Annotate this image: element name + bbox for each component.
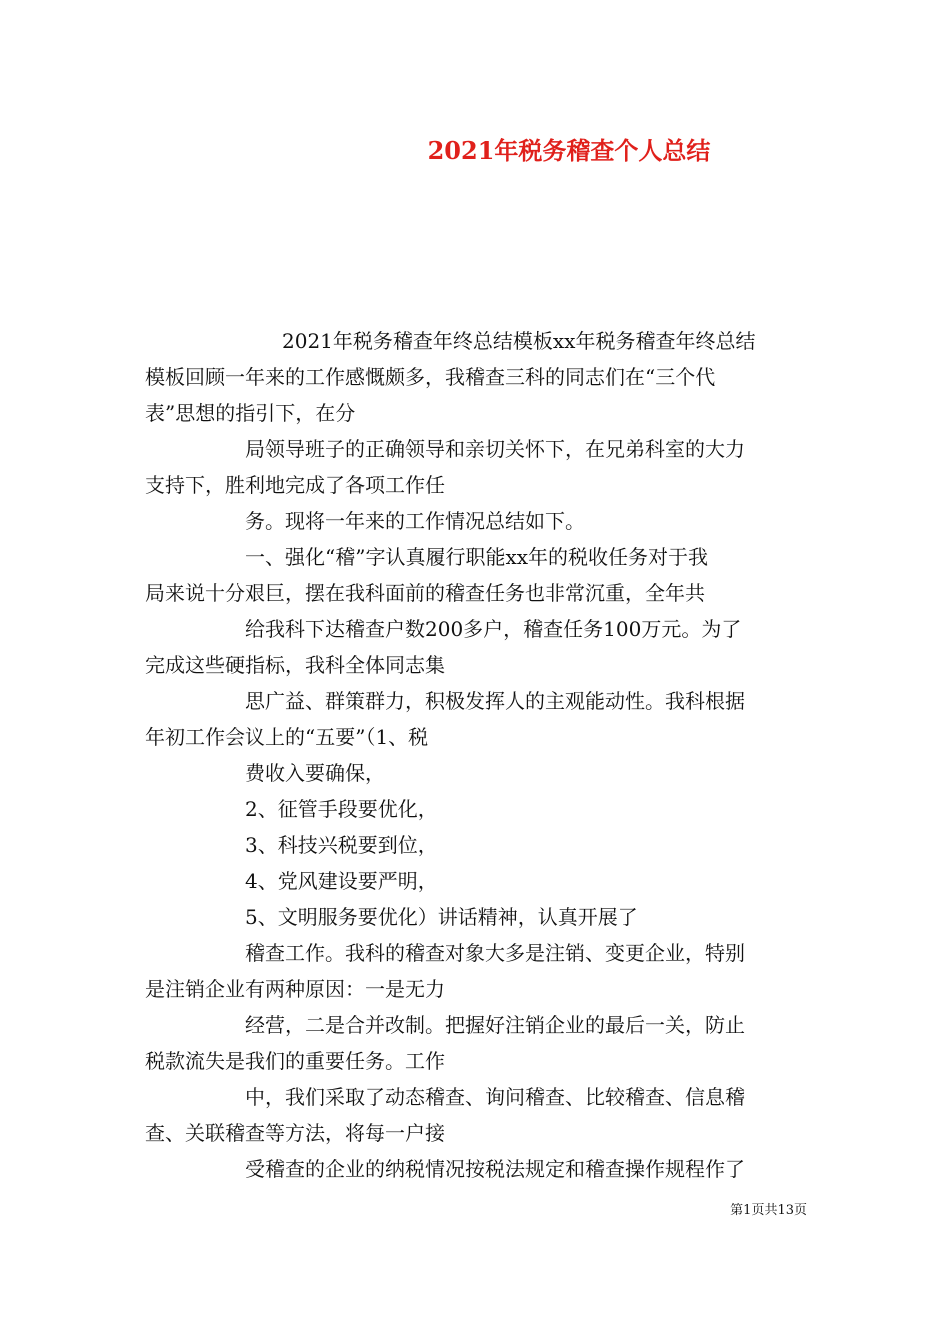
text-line: 给我科下达稽查户数200多户，稽查任务100万元。为了 [245,617,742,641]
text-line: 税款流失是我们的重要任务。工作 [145,1049,445,1073]
text-line: 表”思想的指引下，在分 [145,401,356,425]
document-title: 2021年税务稽查个人总结 [427,136,711,165]
text-line: 受稽查的企业的纳税情况按税法规定和稽查操作规程作了 [245,1157,745,1181]
text-line: 2021年税务稽查年终总结模板xx年税务稽查年终总结 [282,329,756,353]
text-line: 局领导班子的正确领导和亲切关怀下，在兄弟科室的大力 [245,437,745,461]
text-line: 是注销企业有两种原因：一是无力 [145,977,445,1001]
text-line: 模板回顾一年来的工作感慨颇多，我稽查三科的同志们在“三个代 [145,365,716,389]
text-line: 3、科技兴税要到位， [245,833,438,857]
text-line: 中，我们采取了动态稽查、询问稽查、比较稽查、信息稽 [245,1085,745,1109]
text-line: 思广益、群策群力，积极发挥人的主观能动性。我科根据 [245,689,745,713]
text-line: 一、强化“稽”字认真履行职能xx年的税收任务对于我 [245,545,709,569]
document-body [145,323,810,1187]
text-line: 完成这些硬指标，我科全体同志集 [145,653,445,677]
text-line: 经营，二是合并改制。把握好注销企业的最后一关，防止 [245,1013,745,1037]
text-line: 年初工作会议上的“五要”（1、税 [145,725,429,749]
text-line: 支持下，胜利地完成了各项工作任 [145,473,445,497]
text-line: 2、征管手段要优化， [245,797,438,821]
text-line: 稽查工作。我科的稽查对象大多是注销、变更企业，特别 [245,941,745,965]
page-number-footer: 第1页共13页 [730,1203,807,1218]
text-line: 费收入要确保， [245,761,385,785]
text-line: 务。现将一年来的工作情况总结如下。 [245,509,585,533]
text-line: 查、关联稽查等方法，将每一户接 [145,1121,445,1145]
text-line: 5、文明服务要优化）讲话精神，认真开展了 [245,905,638,929]
text-line: 4、党风建设要严明， [245,869,438,893]
text-line: 局来说十分艰巨，摆在我科面前的稽查任务也非常沉重，全年共 [145,581,705,605]
